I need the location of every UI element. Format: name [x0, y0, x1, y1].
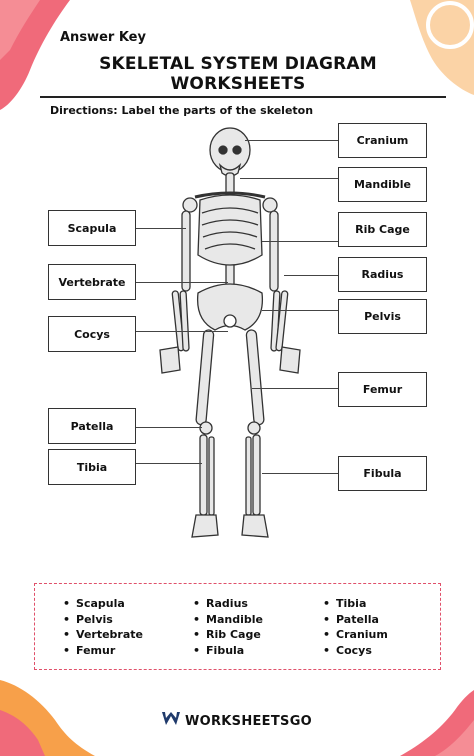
- leader-line: [136, 463, 202, 464]
- leader-line: [136, 228, 186, 229]
- leader-line: [262, 241, 338, 242]
- word-bank-column-3: [323, 596, 388, 658]
- word-bank: [34, 583, 441, 670]
- label-cranium: Cranium: [338, 123, 427, 158]
- word-bank-item: • Vertebrate: [63, 627, 143, 643]
- logo-text: WORKSHEETSGO: [184, 714, 313, 729]
- leader-line: [252, 388, 338, 389]
- leader-line: [284, 275, 338, 276]
- word-bank-item: • Pelvis: [63, 612, 143, 628]
- leader-line: [245, 140, 338, 141]
- leader-line: [136, 427, 202, 428]
- word-bank-item: • Cocys: [323, 643, 388, 659]
- label-scapula: Scapula: [48, 210, 136, 246]
- worksheetsgo-logo: [0, 712, 474, 729]
- label-femur: Femur: [338, 372, 427, 407]
- w-logo-icon: [162, 712, 180, 729]
- word-bank-column-2: [193, 596, 263, 658]
- leader-line: [240, 178, 338, 179]
- label-mandible: Mandible: [338, 167, 427, 202]
- label-fibula: Fibula: [338, 456, 427, 491]
- directions-text: Directions: Label the parts of the skeleton: [50, 104, 314, 117]
- label-patella: Patella: [48, 408, 136, 444]
- word-bank-item: • Fibula: [193, 643, 263, 659]
- label-rib-cage: Rib Cage: [338, 212, 427, 247]
- word-bank-item: • Cranium: [323, 627, 388, 643]
- label-cocys: Cocys: [48, 316, 136, 352]
- label-pelvis: Pelvis: [338, 299, 427, 334]
- word-bank-item: • Tibia: [323, 596, 388, 612]
- word-bank-item: • Mandible: [193, 612, 263, 628]
- word-bank-item: • Rib Cage: [193, 627, 263, 643]
- word-bank-item: • Patella: [323, 612, 388, 628]
- word-bank-column-1: [63, 596, 143, 658]
- skeleton-illustration: [140, 125, 320, 555]
- word-bank-item: • Radius: [193, 596, 263, 612]
- label-tibia: Tibia: [48, 449, 136, 485]
- leader-line: [262, 310, 338, 311]
- leader-line: [262, 473, 338, 474]
- word-bank-item: • Femur: [63, 643, 143, 659]
- label-vertebrate: Vertebrate: [48, 264, 136, 300]
- title-divider: [40, 96, 446, 98]
- page-title: SKELETAL SYSTEM DIAGRAM WORKSHEETS: [99, 54, 377, 94]
- answer-key-label: Answer Key: [60, 30, 146, 45]
- leader-line: [136, 331, 228, 332]
- word-bank-item: • Scapula: [63, 596, 143, 612]
- leader-line: [136, 282, 228, 283]
- label-radius: Radius: [338, 257, 427, 292]
